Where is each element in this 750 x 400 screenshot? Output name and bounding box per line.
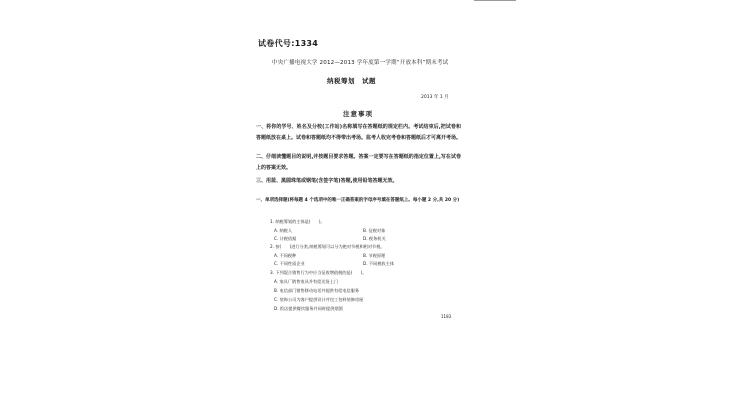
question-2-stem: 2. 按( )进行分类,纳税筹划可以分为绝对节税和相对节税。 <box>270 244 385 249</box>
question-3-option-d: D. 饭店提供餐饮服务并同时提供烟酒 <box>274 306 343 311</box>
question-1-option-b: B. 征税对象 <box>363 228 386 233</box>
question-3-option-a: A. 家具厂销售家具并有偿送货上门 <box>274 279 339 284</box>
notice-title: 注意事项 <box>343 110 373 118</box>
scan-edge-mark <box>474 0 516 1</box>
question-1-option-c: C. 计税依据 <box>274 236 297 241</box>
question-3-stem: 3. 下列混合销售行为中应当征收增值税的是( )。 <box>270 270 367 275</box>
instruction-2: 二、仔细读懂题目的说明,并按题目要求答题。答案一定要写在答题纸的指定位置上,写在试卷上的答案无效。 <box>256 154 461 171</box>
question-3-option-c: C. 装饰公司为客户提供设计并包工包料装修房屋 <box>274 297 364 302</box>
page-number: 1183 <box>441 314 452 319</box>
exam-title: 纳税筹划 试题 <box>327 77 376 85</box>
question-1-stem: 1. 纳税筹划的主体是( )。 <box>270 219 325 224</box>
exam-header: 中央广播电视大学 2012—2013 学年度第一学期“开放本科”期末考试 <box>272 60 449 66</box>
section-title: 一、单项选择题(将每题 4 个选项中的唯一正确答案的字母序号填在答题纸上。每小题 2 分,共 20 分) <box>256 198 460 203</box>
question-3-option-b: B. 电信部门销售移动电话并提供有偿电信服务 <box>274 288 360 293</box>
instruction-3: 三、用蓝、黑圆珠笔或钢笔(含签字笔)答题,使用铅笔答题无效。 <box>256 178 398 184</box>
question-1-option-d: D. 税务机关 <box>363 236 386 241</box>
question-2-option-b: B. 节税原理 <box>363 253 386 258</box>
question-2-option-d: D. 不同税收主体 <box>363 261 395 266</box>
question-2-option-c: C. 不同性质企业 <box>274 261 305 266</box>
exam-date: 2013 年 1 月 <box>421 95 449 100</box>
instruction-1: 一、将你的学号、姓名及分校(工作站)名称填写在答题纸的规定栏内。考试结束后,把试卷和答题纸放在桌上。试卷和答题纸均不得带出考场。监考人收完考卷和答题纸后才可离开考场。 <box>256 124 462 141</box>
exam-code: 试卷代号:1334 <box>258 39 319 48</box>
question-2-option-a: A. 不同税种 <box>274 253 297 258</box>
question-1-option-a: A. 纳税人 <box>274 228 293 233</box>
